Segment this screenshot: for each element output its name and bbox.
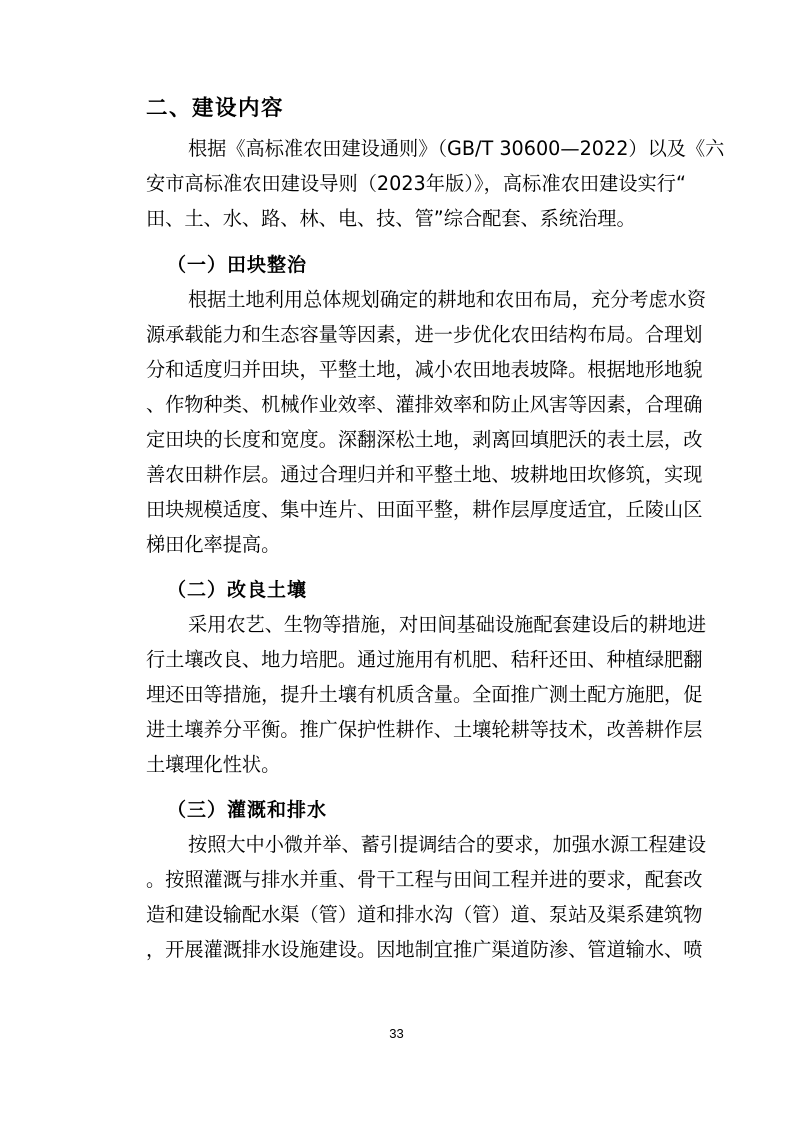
intro-line: 根据《高标准农田建设通则》（GB/T 30600—2022）以及《六 <box>188 137 725 160</box>
paragraph-line: 进土壤养分平衡。推广保护性耕作、土壤轮耕等技术，改善耕作层 <box>146 718 703 741</box>
paragraph-line: 善农田耕作层。通过合理归并和平整土地、坡耕地田坎修筑，实现 <box>146 463 703 486</box>
paragraph-line: 采用农艺、生物等措施，对田间基础设施配套建设后的耕地进 <box>188 613 707 636</box>
paragraph-line: 定田块的长度和宽度。深翻深松土地，剥离回填肥沃的表土层，改 <box>146 428 703 451</box>
subsection-heading-land-consolidation: （一）田块整治 <box>167 254 308 276</box>
paragraph-line: 按照大中小微并举、蓄引提调结合的要求，加强水源工程建设 <box>188 833 707 856</box>
section-title: 二、建设内容 <box>146 96 285 121</box>
paragraph-line: 根据土地利用总体规划确定的耕地和农田布局，充分考虑水资 <box>188 288 707 311</box>
paragraph-line: 田块规模适度、集中连片、田面平整，耕作层厚度适宜，丘陵山区 <box>146 498 703 521</box>
paragraph-line: ，开展灌溉排水设施建设。因地制宜推广渠道防渗、管道输水、喷 <box>146 938 703 961</box>
paragraph-line: 。按照灌溉与排水并重、骨干工程与田间工程并进的要求，配套改 <box>146 868 703 891</box>
page-number: 33 <box>389 1026 404 1041</box>
paragraph-line: 土壤理化性状。 <box>146 753 281 776</box>
paragraph-line: 造和建设输配水渠（管）道和排水沟（管）道、泵站及渠系建筑物 <box>146 903 703 926</box>
subsection-heading-soil-improvement: （二）改良土壤 <box>167 579 308 601</box>
paragraph-line: 分和适度归并田块，平整土地，减小农田地表坡降。根据地形地貌 <box>146 358 703 381</box>
paragraph-line: 埋还田等措施，提升土壤有机质含量。全面推广测土配方施肥，促 <box>146 683 703 706</box>
paragraph-line: 、作物种类、机械作业效率、灌排效率和防止风害等因素，合理确 <box>146 393 703 416</box>
intro-line: 田、土、水、路、林、电、技、管”综合配套、系统治理。 <box>146 207 636 230</box>
paragraph-line: 行土壤改良、地力培肥。通过施用有机肥、秸秆还田、种植绿肥翻 <box>146 648 703 671</box>
paragraph-line: 源承载能力和生态容量等因素，进一步优化农田结构布局。合理划 <box>146 323 703 346</box>
subsection-heading-irrigation-drainage: （三）灌溉和排水 <box>167 799 328 821</box>
intro-line: 安市高标准农田建设导则（2023年版）》，高标准农田建设实行“ <box>146 172 686 195</box>
paragraph-line: 梯田化率提高。 <box>146 533 281 556</box>
